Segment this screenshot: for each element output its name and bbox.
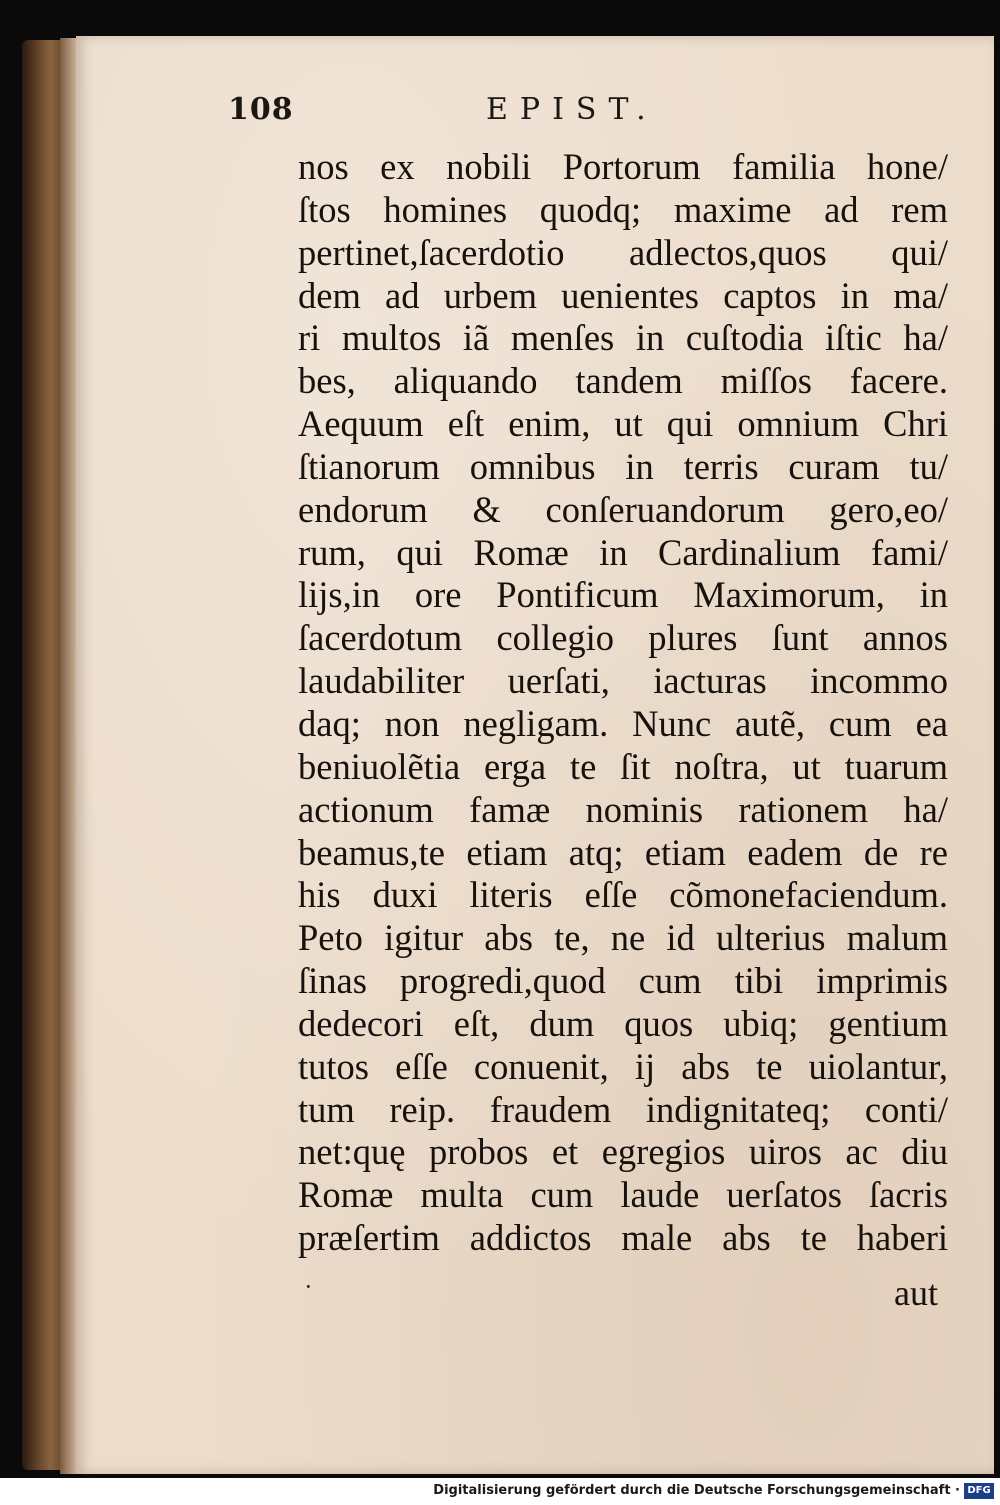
digitization-footer [0,1478,1000,1505]
text-line: daq; non negligam. Nunc autẽ, cum ea [298,702,948,744]
text-line: nos ex nobili Portorum familia hone/ [298,146,948,187]
text-line: his duxi literis eſſe cõmonefaciendum. [298,874,948,916]
text-line: tum reip. fraudem indignitateq; conti/ [298,1088,948,1130]
text-line: ſacerdotum collegio plures ſunt annos [298,617,948,659]
dfg-logo: DFG [964,1483,994,1499]
text-line: Peto igitur abs te, ne id ulterius malum [298,917,948,959]
text-line: ri multos iã menſes in cuſtodia iſtic ha/ [298,317,948,359]
text-line: ſinas progredi,quod cum tibi imprimis [298,960,948,1002]
text-line: Romæ multa cum laude uerſatos ſacris [298,1174,948,1216]
text-line: præſertim addictos male abs te haberi [298,1217,948,1259]
text-line: dem ad urbem uenientes captos in ma/ [298,274,948,316]
running-head [228,92,948,142]
text-line: bes, aliquando tandem miſſos facere. [298,360,948,402]
funding-credit: Digitalisierung gefördert durch die Deutsche Forschungsgemeinschaft · [433,1483,960,1498]
text-line: laudabiliter uerſati, iacturas incommo [298,660,948,702]
page-mark: · [304,1272,313,1301]
text-line: beamus,te etiam atq; etiam eadem de re [298,831,948,873]
text-line: beniuolẽtia erga te ſit noſtra, ut tuarum [298,745,948,787]
text-line: net:quę probos et egregios uiros ac diu [298,1131,948,1173]
text-line: endorum & conſeruandorum gero,eo/ [298,488,948,530]
text-line: actionum famæ nominis rationem ha/ [298,788,948,830]
text-line: dedecori eſt, dum quos ubiq; gentium [298,1002,948,1044]
catchword: aut [894,1273,938,1313]
text-line: lijs,in ore Pontificum Maximorum, in [298,574,948,616]
text-line: tutos eſſe conuenit, ij abs te uiolantur, [298,1045,948,1087]
text-line: ſtos homines quodq; maxime ad rem [298,188,948,230]
text-line: ſtianorum omnibus in terris curam tu/ [298,445,948,487]
page-number: 108 [228,92,294,127]
catchword-row [298,1272,938,1316]
text-line: pertinet,ſacerdotio adlectos,quos qui/ [298,231,948,273]
body-text [298,146,948,1260]
running-title: EPIST. [486,92,658,127]
text-line: Aequum eſt enim, ut qui omnium Chri [298,403,948,445]
text-line: rum, qui Romæ in Cardinalium fami/ [298,531,948,573]
